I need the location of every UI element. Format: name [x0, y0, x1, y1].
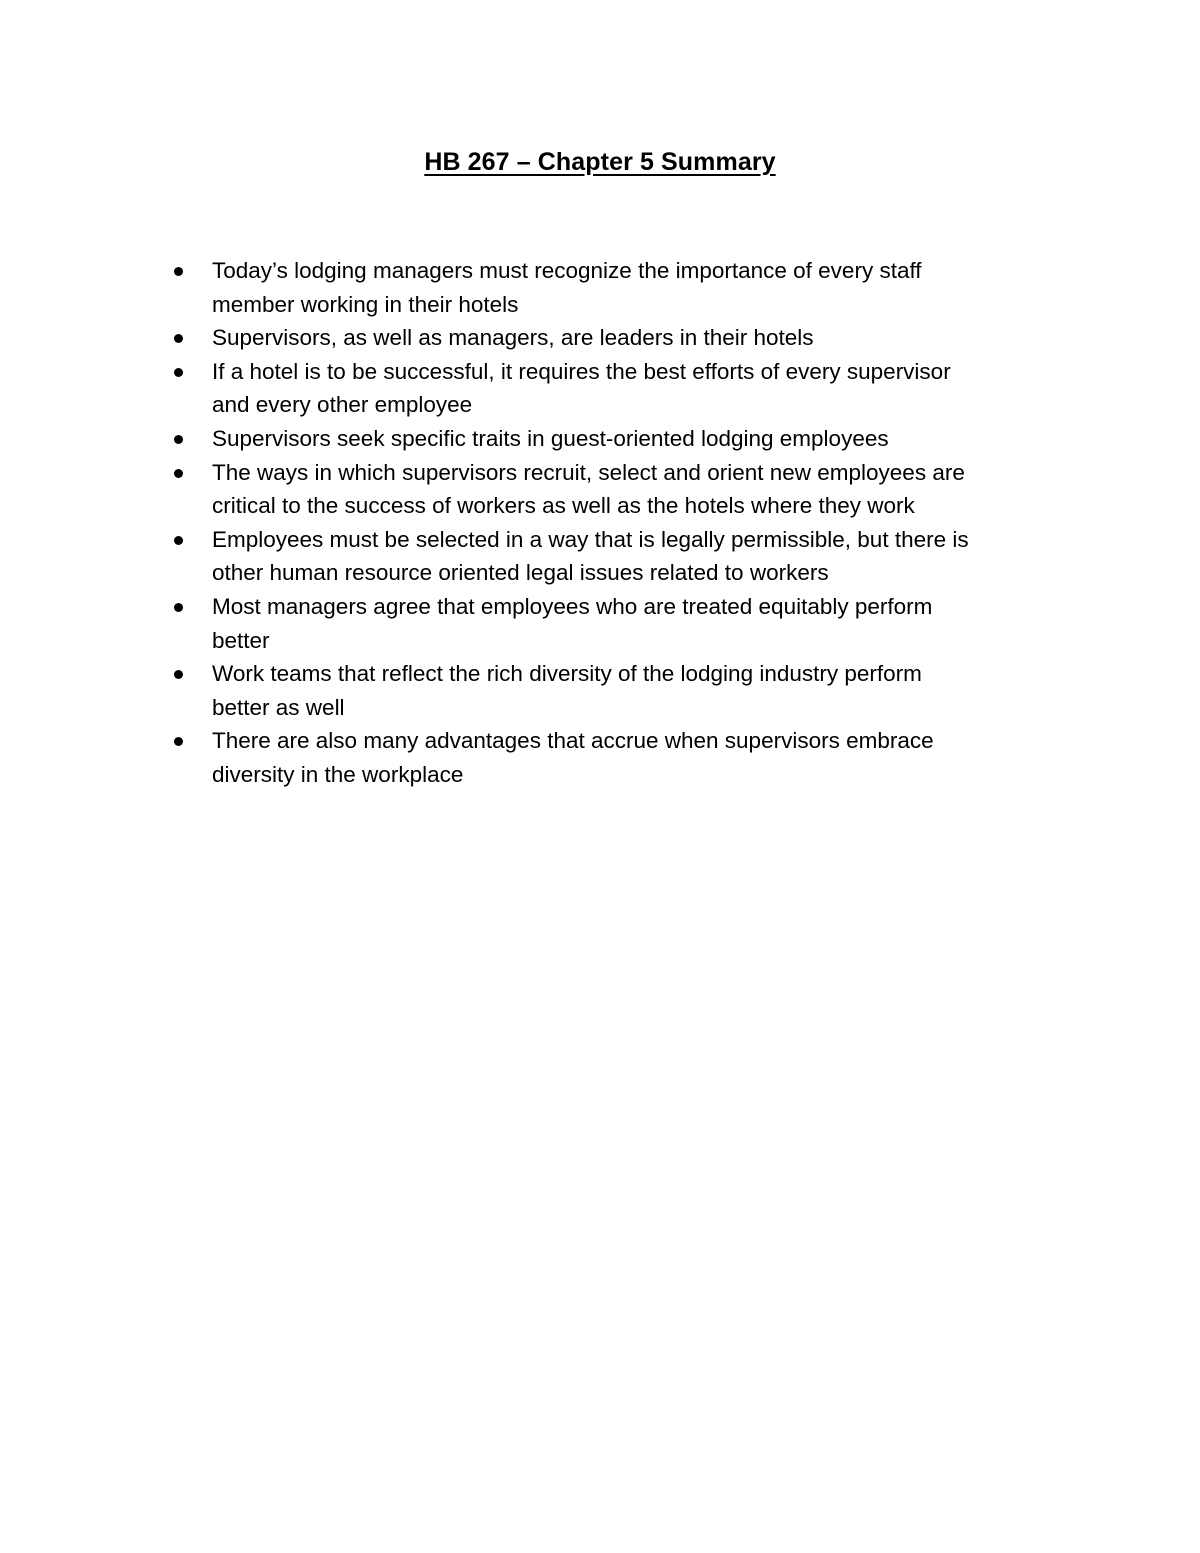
- bullet-icon: [174, 469, 183, 478]
- summary-bullet-9: [166, 724, 1066, 791]
- summary-bullet-5: [166, 456, 1066, 523]
- bullet-icon: [174, 603, 183, 612]
- bullet-line: and every other employee: [212, 392, 473, 418]
- bullet-line: Today’s lodging managers must recognize the importance of every staff: [212, 258, 922, 283]
- summary-bullet-4: [166, 422, 1066, 456]
- document-title: HB 267 – Chapter 5 Summary: [424, 148, 776, 176]
- bullet-text: [212, 422, 1066, 456]
- bullet-text: [212, 523, 1066, 590]
- bullet-icon: [174, 368, 183, 377]
- bullet-text: [212, 254, 1066, 321]
- bullet-line: diversity in the workplace: [212, 761, 464, 787]
- bullet-line: Work teams that reflect the rich diversity of the lodging industry perform: [212, 661, 922, 687]
- bullet-icon: [174, 435, 183, 444]
- bullet-text: [212, 321, 1066, 355]
- summary-bullet-6: [166, 523, 1066, 590]
- summary-bullet-2: [166, 321, 1066, 355]
- summary-bullet-3: [166, 355, 1066, 422]
- bullet-text: [212, 724, 1066, 791]
- bullet-line: other human resource oriented legal issues related to workers: [212, 560, 829, 586]
- summary-bullet-8: [166, 657, 1066, 724]
- bullet-icon: [174, 536, 183, 545]
- bullet-text: [212, 456, 1066, 523]
- bullet-line: Supervisors, as well as managers, are leaders in their hotels: [212, 325, 814, 351]
- bullet-icon: [174, 334, 183, 343]
- bullet-text: [212, 355, 1066, 422]
- bullet-icon: [174, 670, 183, 679]
- summary-bullet-7: [166, 590, 1066, 657]
- bullet-line: better: [212, 627, 270, 653]
- bullet-icon: [174, 267, 183, 276]
- bullet-line: The ways in which supervisors recruit, select and orient new employees are: [212, 459, 965, 485]
- bullet-line: Most managers agree that employees who are treated equitably perform: [212, 593, 933, 619]
- bullet-line: critical to the success of workers as well as the hotels where they work: [212, 493, 915, 519]
- summary-bullet-1: [166, 254, 1066, 321]
- bullet-line: There are also many advantages that accrue when supervisors embrace: [212, 728, 934, 754]
- bullet-line: Supervisors seek specific traits in guest-oriented lodging employees: [212, 425, 889, 451]
- bullet-line: If a hotel is to be successful, it requires the best efforts of every supervisor: [212, 358, 951, 384]
- bullet-text: [212, 657, 1066, 724]
- bullet-text: [212, 590, 1066, 657]
- bullet-line: member working in their hotels: [212, 291, 519, 317]
- bullet-icon: [174, 737, 183, 746]
- summary-bullet-list: [166, 254, 1066, 792]
- bullet-line: better as well: [212, 694, 345, 720]
- bullet-line: Employees must be selected in a way that is legally permissible, but there is: [212, 526, 969, 552]
